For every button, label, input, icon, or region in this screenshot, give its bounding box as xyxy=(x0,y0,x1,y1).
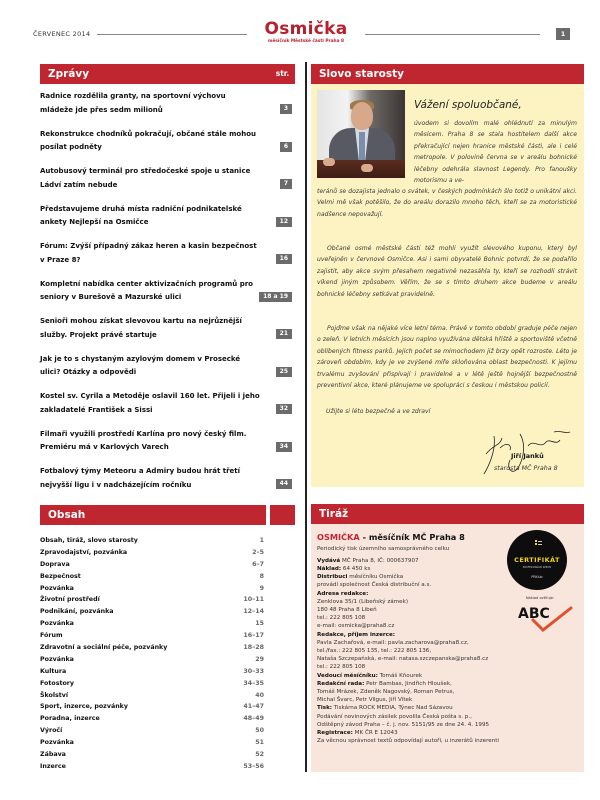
toc-section-name: Poradna, inzerce xyxy=(40,715,100,723)
toc-row[interactable] xyxy=(40,547,264,559)
toc-row[interactable] xyxy=(40,713,264,725)
toc-pages: 12–14 xyxy=(243,608,264,616)
tiraz-line xyxy=(317,647,587,655)
news-page-badge: 18 a 19 xyxy=(259,292,292,302)
toc-pages: 34–35 xyxy=(243,679,264,687)
toc-section-name: Zábava xyxy=(40,751,66,759)
toc-pages: 50 xyxy=(255,727,264,735)
tiraz-value: tel.: 222 805 108 xyxy=(317,615,366,622)
toc-section-name: Pozvánka xyxy=(40,620,74,628)
news-item[interactable] xyxy=(40,278,295,316)
tiraz-value: Zenklova 35/1 (Libeňský zámek) xyxy=(317,598,408,605)
certificate-subtitle: PROFESIONÁLNÍ SERVIS xyxy=(522,566,552,569)
tiraz-line xyxy=(317,663,587,671)
tiraz-label: Redakční rada: xyxy=(317,680,365,687)
tiraz-line xyxy=(317,704,587,712)
toc-pages: 9 xyxy=(259,584,264,592)
tiraz-line xyxy=(317,737,587,745)
news-item[interactable] xyxy=(40,315,295,353)
news-title: Představujeme druhá místa radniční podnikatelské ankety Nejlepší na Osmičce xyxy=(40,204,242,226)
column-divider xyxy=(305,62,307,772)
news-page-badge: 12 xyxy=(276,217,292,227)
news-page-badge: 16 xyxy=(276,254,292,264)
section-header-obsah-right xyxy=(270,505,295,525)
news-page-badge: 21 xyxy=(276,329,292,339)
page-header xyxy=(0,0,600,52)
news-item[interactable] xyxy=(40,390,295,428)
tiraz-value: tel./fax.: 222 805 135, tel.: 222 805 136, xyxy=(317,647,432,654)
section-header-obsah: Obsah xyxy=(40,505,266,525)
toc-section-name: Fórum xyxy=(40,632,63,640)
toc-row[interactable] xyxy=(40,606,264,618)
news-page-badge: 34 xyxy=(276,442,292,452)
toc-row[interactable] xyxy=(40,666,264,678)
section-header-tiraz: Tiráž xyxy=(311,504,584,524)
tiraz-value: měsíčníku Osmička xyxy=(347,574,404,581)
award-icon xyxy=(533,539,543,549)
news-item[interactable] xyxy=(40,128,295,166)
toc-pages: 1 xyxy=(259,537,264,544)
section-header-zpravy: Zprávy xyxy=(40,64,277,84)
toc-pages: 2–5 xyxy=(252,548,264,556)
toc-row[interactable] xyxy=(40,535,264,547)
news-item[interactable] xyxy=(40,90,295,128)
tiraz-label: Registrace: xyxy=(317,729,353,736)
page-column-header: str. xyxy=(270,64,295,84)
tiraz-value: Petr Bambas, Jindřich Hloušek, xyxy=(364,680,452,687)
tiraz-masthead xyxy=(317,532,465,542)
table-of-contents xyxy=(40,535,264,773)
signature-role: starosta MČ Praha 8 xyxy=(494,465,558,472)
certificate-title: CERTIFIKÁT xyxy=(514,556,560,564)
news-title: Fórum: Zvýší případný zákaz heren a kasin bezpečnost v Praze 8? xyxy=(40,242,257,264)
tiraz-line xyxy=(317,729,587,737)
toc-pages: 10–11 xyxy=(243,596,264,604)
letter-closing: Užijte si léto bezpečně a ve zdraví xyxy=(326,408,431,415)
toc-row[interactable] xyxy=(40,594,264,606)
news-title: Filmaři využili prostředí Karlína pro nový český film. Premiéru má v Karlových Varech xyxy=(40,429,247,451)
tiraz-value: Tiskárna ROCK MEDIA, Týnec Nad Sázavou xyxy=(332,705,453,712)
tiraz-box xyxy=(311,524,498,772)
tiraz-value: Pavla Zachařová, e-mail: pavla.zacharova@praha8.cz, xyxy=(317,639,469,646)
tiraz-brand: OSMIČKA xyxy=(317,532,360,542)
signature-name: Jiří Janků xyxy=(511,452,544,460)
toc-section-name: Pozvánka xyxy=(40,584,74,592)
toc-section-name: Podnikání, pozvánka xyxy=(40,608,114,616)
tiraz-value: tel.: 222 805 108 xyxy=(317,664,366,671)
toc-pages: 48–49 xyxy=(243,715,264,723)
mayor-photo xyxy=(317,90,405,178)
tiraz-line xyxy=(317,696,587,704)
tiraz-label: Vydává xyxy=(317,557,341,564)
tiraz-line xyxy=(317,713,587,721)
toc-section-name: Školství xyxy=(40,691,69,699)
certificate-badge xyxy=(507,530,567,590)
toc-section-name: Životní prostředí xyxy=(40,596,100,604)
tiraz-label: Náklad: xyxy=(317,565,342,572)
news-title: Senioři mohou získat slevovou kartu na nejrůznější služby. Projekt právě startuje xyxy=(40,317,242,339)
certificate-issuer: PRKlub xyxy=(531,575,543,579)
toc-row[interactable] xyxy=(40,678,264,690)
page-number-badge: 1 xyxy=(556,28,570,40)
news-item[interactable] xyxy=(40,428,295,466)
tiraz-value: provádí společnost Česká distribuční a.s. xyxy=(317,582,432,589)
toc-section-name: Sport, inzerce, pozvánky xyxy=(40,703,128,711)
news-item[interactable] xyxy=(40,353,295,391)
toc-section-name: Zpravodajství, pozvánka xyxy=(40,548,128,556)
section-header-slovo-starosty: Slovo starosty xyxy=(311,64,584,84)
tiraz-line xyxy=(317,672,587,680)
news-title: Autobusový terminál pro středočeské spoje u stanice Ládví zatím nebude xyxy=(40,167,251,189)
tiraz-value: MČ Praha 8, IČ: 000637907 xyxy=(340,557,419,564)
toc-section-name: Fotostory xyxy=(40,679,75,687)
toc-section-name: Doprava xyxy=(40,560,70,568)
news-title: Rekonstrukce chodníků pokračují, občané stále mohou posílat podněty xyxy=(40,129,256,151)
letter-paragraph-1-cont: teránů se dozajista jednalo o svátek, v českých podmínkách šlo totiž o unikátní akci. Velmi mě však potěšilo, že do areálu dorazilo mnoho těch, kteří se za motoristické nadšence nepovažují. xyxy=(317,188,577,218)
news-page-badge: 32 xyxy=(276,404,292,414)
tiraz-value: 64 450 ks xyxy=(341,565,371,572)
tiraz-line xyxy=(317,688,587,696)
news-list xyxy=(40,90,295,503)
toc-section-name: Kultura xyxy=(40,667,67,675)
tiraz-label: Tisk: xyxy=(317,705,333,712)
toc-pages: 15 xyxy=(255,620,264,628)
news-title: Kostel sv. Cyrila a Metoděje oslavil 160 let. Přijeli i jeho zakladatelé František a Sissi xyxy=(40,392,260,414)
news-page-badge: 25 xyxy=(276,367,292,377)
news-page-badge: 6 xyxy=(280,142,292,152)
toc-row[interactable] xyxy=(40,737,264,749)
toc-section-name: Pozvánka xyxy=(40,655,74,663)
mayor-letter xyxy=(311,84,584,487)
news-title: Kompletní nabídka center aktivizačních programů pro seniory v Burešově a Mazurské ulici xyxy=(40,279,253,301)
letter-paragraph-2: Občané osmé městské části též mohli využít slevového kuponu, který byl uveřejněn v červnové Osmičce. Asi i sami obyvatelé Bohnic potvrdí, že se podařilo zajistit, aby akce svým přesahem negativně nezasáhla ty, kteří se rozhodli strávit víkend jiným způsobem. Věřím, že se s tímto druhem akce budeme v areálu bohnické léčebny setkávat pravidelně. xyxy=(317,245,577,298)
tiraz-label: Redakce, příjem inzerce: xyxy=(317,631,396,638)
toc-pages: 52 xyxy=(255,751,264,759)
toc-section-name: Zdravotní a sociální péče, pozvánky xyxy=(40,644,168,652)
tiraz-value: Michal Švarc, Petr Vilgus, Jiří Vítek xyxy=(317,697,413,704)
toc-pages: 16–17 xyxy=(243,632,264,640)
toc-section-name: Výročí xyxy=(40,727,63,735)
tiraz-value: Nataša Szczepańská, e-mail: natasa.szczepanska@praha8.cz xyxy=(317,656,489,663)
news-item[interactable] xyxy=(40,240,295,278)
tiraz-value: MK ČR E 12043 xyxy=(352,729,398,736)
news-item[interactable] xyxy=(40,203,295,241)
toc-row[interactable] xyxy=(40,749,264,761)
toc-row[interactable] xyxy=(40,654,264,666)
toc-pages: 51 xyxy=(255,739,264,747)
news-page-badge: 7 xyxy=(280,179,292,189)
news-page-badge: 44 xyxy=(276,479,292,489)
tiraz-value: 180 48 Praha 8 Libeň xyxy=(317,606,377,613)
toc-pages: 6–7 xyxy=(252,560,264,568)
news-title: Radnice rozdělila granty, na sportovní výchovu mládeže jde přes sedm milionů xyxy=(40,92,226,114)
news-title: Fotbalový týmy Meteoru a Admiry budou hrát třetí nejvyšší ligu i v nadcházejícím ročníku xyxy=(40,467,241,489)
news-item[interactable] xyxy=(40,465,295,503)
header-rule-left xyxy=(97,34,247,35)
toc-pages: 18–28 xyxy=(243,644,264,652)
toc-row[interactable] xyxy=(40,630,264,642)
tiraz-value: e-mail: osmicka@praha8.cz xyxy=(317,623,395,630)
tiraz-value: Tomáš Kňourek xyxy=(377,672,423,679)
toc-section-name: Bezpečnost xyxy=(40,572,81,580)
tiraz-value: Odštěpný závod Praha – č. j. nov. 5151/95 ze dne 24. 4. 1995 xyxy=(317,721,490,728)
toc-pages: 40 xyxy=(255,691,264,699)
tiraz-masthead-rest: - měsíčník MČ Praha 8 xyxy=(359,532,465,542)
abc-logo-icon xyxy=(515,602,573,632)
toc-section-name: Inzerce xyxy=(40,762,66,770)
tiraz-value: Periodický tisk územního samosprávného celku xyxy=(317,546,450,552)
abc-label: Náklad ověřuje: xyxy=(525,596,555,600)
news-item[interactable] xyxy=(40,165,295,203)
toc-section-name: Pozvánka xyxy=(40,739,74,747)
tiraz-value: Za věcnou správnost textů odpovídají autoři, u inzerátů inzerenti xyxy=(317,738,499,745)
toc-row[interactable] xyxy=(40,725,264,737)
toc-row[interactable] xyxy=(40,583,264,595)
toc-row[interactable] xyxy=(40,761,264,773)
issue-date: ČERVENEC 2014 xyxy=(33,30,91,38)
tiraz-line xyxy=(317,721,587,729)
brand-name: Osmička xyxy=(264,19,348,39)
masthead xyxy=(250,20,362,44)
tiraz-line xyxy=(317,655,587,663)
toc-section-name: Obsah, tiráž, slovo starosty xyxy=(40,537,138,544)
tiraz-line xyxy=(317,639,587,647)
tiraz-value: Podávání novinových zásilek povolila Česká pošta s. p., xyxy=(317,713,472,720)
letter-greeting: Vážení spoluobčané, xyxy=(414,99,522,111)
toc-row[interactable] xyxy=(40,559,264,571)
abc-text: ABC xyxy=(518,606,550,622)
brand-subtitle: měsíčník Městské části Praha 8 xyxy=(267,39,344,44)
toc-row[interactable] xyxy=(40,571,264,583)
tiraz-value: Tomáš Mrázek, Zdeněk Nagovský, Roman Petrus, xyxy=(317,688,455,695)
tiraz-label: Adresa redakce: xyxy=(317,590,369,597)
news-title: Jak je to s chystaným azylovým domem v Prosecké ulici? Otázky a odpovědi xyxy=(40,354,241,376)
toc-pages: 29 xyxy=(255,655,264,663)
letter-paragraph-3: Pojďme však na nějaké více letní téma. Právě v tomto období graduje péče nejen o zeleň. V letních měsících jsou naplno využívána dětská hřiště a sportoviště včetně oblíbených fitness parků. Jejich počet se mimochodem již brzy opět rozroste. Léto je zároveň obdobím, kdy je ve zvýšené míře skloňována oblast bezpečnosti. K jejímu trvalému zvyšování přispívají i pravidelné a v létě ještě hojnější bezpečnostně preventivní akce, které plánujeme ve spolupráci s českou i městskou policií. xyxy=(317,325,577,390)
toc-pages: 53–56 xyxy=(243,762,264,770)
toc-pages: 8 xyxy=(259,572,264,580)
tiraz-label: Vedoucí měsíčníku: xyxy=(317,672,378,679)
news-page-badge: 3 xyxy=(280,104,292,114)
letter-paragraph-1: úvodem si dovolím malé ohlédnutí za minulým měsícem. Praha 8 se stala hostitelem další akce překračující nejen hranice městské části, ale i celé metropole. V polovině června se v areálu bohnické léčebny odehrála slavnost Legendy. Pro fanoušky motorismu a ve- xyxy=(414,120,577,185)
tiraz-line xyxy=(317,680,587,688)
toc-row[interactable] xyxy=(40,690,264,702)
toc-row[interactable] xyxy=(40,618,264,630)
toc-pages: 41–47 xyxy=(243,703,264,711)
tiraz-label: Distribuci xyxy=(317,574,348,581)
header-rule-right xyxy=(365,34,540,35)
toc-pages: 30–33 xyxy=(243,667,264,675)
toc-row[interactable] xyxy=(40,701,264,713)
toc-row[interactable] xyxy=(40,642,264,654)
